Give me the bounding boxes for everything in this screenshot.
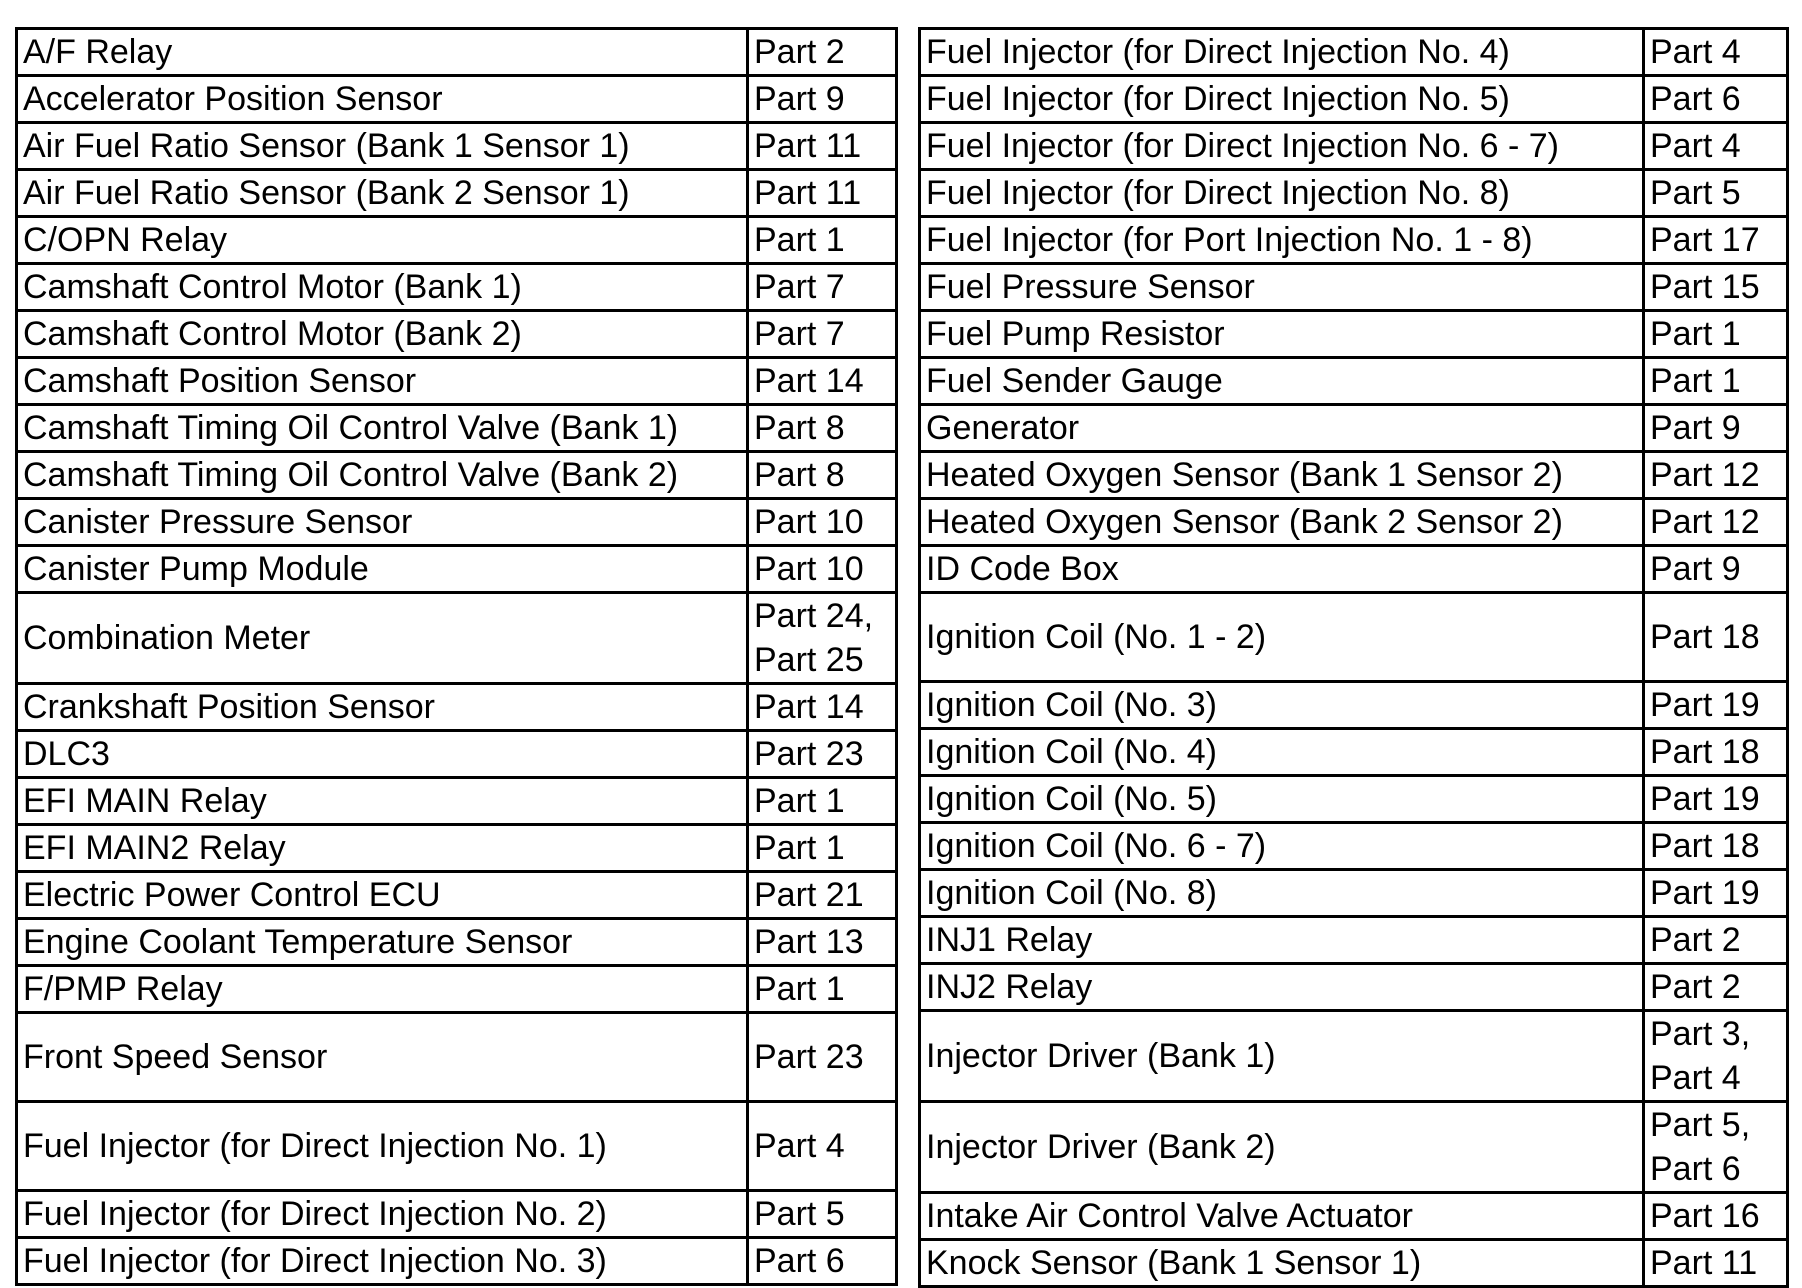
table-row <box>920 682 1788 729</box>
component-name: Heated Oxygen Sensor (Bank 2 Sensor 2) <box>920 499 1644 546</box>
component-name: Air Fuel Ratio Sensor (Bank 1 Sensor 1) <box>17 123 748 170</box>
part-reference: Part 5 <box>1644 170 1788 217</box>
component-name: Crankshaft Position Sensor <box>17 684 748 731</box>
part-reference: Part 1 <box>748 966 897 1013</box>
component-name: Heated Oxygen Sensor (Bank 1 Sensor 2) <box>920 452 1644 499</box>
component-name: Fuel Injector (for Direct Injection No. 8) <box>920 170 1644 217</box>
table-row <box>17 123 897 170</box>
part-reference: Part 19 <box>1644 682 1788 729</box>
table-row <box>17 1102 897 1191</box>
component-name: Knock Sensor (Bank 1 Sensor 1) <box>920 1240 1644 1287</box>
part-reference: Part 9 <box>748 76 897 123</box>
component-name: INJ1 Relay <box>920 917 1644 964</box>
component-name: Combination Meter <box>17 593 748 684</box>
part-reference: Part 19 <box>1644 870 1788 917</box>
table-row <box>920 76 1788 123</box>
parts-location-table-left <box>15 27 898 1286</box>
table-row <box>17 1238 897 1285</box>
part-reference: Part 19 <box>1644 776 1788 823</box>
table-row <box>17 405 897 452</box>
component-name: DLC3 <box>17 731 748 778</box>
part-reference: Part 4 <box>1644 29 1788 76</box>
table-row <box>920 729 1788 776</box>
part-reference: Part 18 <box>1644 823 1788 870</box>
part-reference: Part 13 <box>748 919 897 966</box>
table-row <box>920 452 1788 499</box>
part-reference: Part 7 <box>748 311 897 358</box>
component-name: A/F Relay <box>17 29 748 76</box>
component-name: Fuel Injector (for Direct Injection No. 5) <box>920 76 1644 123</box>
part-reference: Part 9 <box>1644 405 1788 452</box>
component-name: Injector Driver (Bank 2) <box>920 1102 1644 1193</box>
component-name: Injector Driver (Bank 1) <box>920 1011 1644 1102</box>
part-reference: Part 1 <box>748 825 897 872</box>
table-row <box>920 499 1788 546</box>
component-name: Camshaft Timing Oil Control Valve (Bank 2) <box>17 452 748 499</box>
component-name: Ignition Coil (No. 6 - 7) <box>920 823 1644 870</box>
table-row <box>17 29 897 76</box>
component-name: Fuel Sender Gauge <box>920 358 1644 405</box>
part-reference: Part 2 <box>1644 917 1788 964</box>
component-name: ID Code Box <box>920 546 1644 593</box>
table-row <box>17 778 897 825</box>
table-row <box>17 593 897 684</box>
table-row <box>17 170 897 217</box>
component-name: Canister Pump Module <box>17 546 748 593</box>
table-row <box>920 546 1788 593</box>
table-row <box>920 917 1788 964</box>
part-reference: Part 14 <box>748 684 897 731</box>
part-reference: Part 18 <box>1644 593 1788 682</box>
component-name: EFI MAIN2 Relay <box>17 825 748 872</box>
component-name: EFI MAIN Relay <box>17 778 748 825</box>
component-name: Fuel Pressure Sensor <box>920 264 1644 311</box>
table-row <box>17 452 897 499</box>
component-name: Fuel Injector (for Direct Injection No. 2) <box>17 1191 748 1238</box>
table-body <box>17 29 897 1285</box>
table-row <box>920 29 1788 76</box>
component-name: Camshaft Position Sensor <box>17 358 748 405</box>
part-reference: Part 10 <box>748 499 897 546</box>
component-name: Electric Power Control ECU <box>17 872 748 919</box>
table-row <box>17 217 897 264</box>
table-row <box>17 264 897 311</box>
component-name: Fuel Injector (for Direct Injection No. 4) <box>920 29 1644 76</box>
table-row <box>17 684 897 731</box>
table-row <box>17 966 897 1013</box>
component-name: Accelerator Position Sensor <box>17 76 748 123</box>
part-reference: Part 6 <box>1644 76 1788 123</box>
part-reference: Part 1 <box>1644 311 1788 358</box>
table-row <box>17 919 897 966</box>
table-row <box>17 731 897 778</box>
table-row <box>17 499 897 546</box>
component-name: Camshaft Timing Oil Control Valve (Bank 1) <box>17 405 748 452</box>
table-body <box>920 29 1788 1287</box>
component-name: C/OPN Relay <box>17 217 748 264</box>
part-reference: Part 23 <box>748 731 897 778</box>
table-row <box>17 76 897 123</box>
part-reference: Part 4 <box>748 1102 897 1191</box>
table-row <box>920 870 1788 917</box>
component-name: Ignition Coil (No. 8) <box>920 870 1644 917</box>
part-reference: Part 3, Part 4 <box>1644 1011 1788 1102</box>
table-row <box>920 311 1788 358</box>
part-reference: Part 5 <box>748 1191 897 1238</box>
table-row <box>17 546 897 593</box>
part-reference: Part 12 <box>1644 499 1788 546</box>
component-name: Intake Air Control Valve Actuator <box>920 1193 1644 1240</box>
part-reference: Part 10 <box>748 546 897 593</box>
table-row <box>920 358 1788 405</box>
part-reference: Part 16 <box>1644 1193 1788 1240</box>
part-reference: Part 18 <box>1644 729 1788 776</box>
table-row <box>920 964 1788 1011</box>
component-name: Ignition Coil (No. 3) <box>920 682 1644 729</box>
part-reference: Part 24, Part 25 <box>748 593 897 684</box>
component-name: Fuel Injector (for Direct Injection No. 1) <box>17 1102 748 1191</box>
table-row <box>920 1102 1788 1193</box>
component-name: Ignition Coil (No. 1 - 2) <box>920 593 1644 682</box>
table-row <box>17 311 897 358</box>
table-row <box>920 217 1788 264</box>
component-name: Fuel Injector (for Port Injection No. 1 - 8) <box>920 217 1644 264</box>
component-name: Fuel Injector (for Direct Injection No. 6 - 7) <box>920 123 1644 170</box>
component-name: Fuel Pump Resistor <box>920 311 1644 358</box>
table-row <box>920 593 1788 682</box>
table-row <box>17 1191 897 1238</box>
table-row <box>17 872 897 919</box>
table-row <box>920 123 1788 170</box>
component-name: F/PMP Relay <box>17 966 748 1013</box>
component-name: Canister Pressure Sensor <box>17 499 748 546</box>
part-reference: Part 21 <box>748 872 897 919</box>
component-name: Ignition Coil (No. 5) <box>920 776 1644 823</box>
part-reference: Part 17 <box>1644 217 1788 264</box>
component-name: Air Fuel Ratio Sensor (Bank 2 Sensor 1) <box>17 170 748 217</box>
table-row <box>920 823 1788 870</box>
table-row <box>920 776 1788 823</box>
part-reference: Part 4 <box>1644 123 1788 170</box>
table-row <box>920 264 1788 311</box>
table-row <box>920 1011 1788 1102</box>
component-name: Engine Coolant Temperature Sensor <box>17 919 748 966</box>
part-reference: Part 11 <box>748 123 897 170</box>
table-row <box>920 1193 1788 1240</box>
part-reference: Part 14 <box>748 358 897 405</box>
table-row <box>920 170 1788 217</box>
part-reference: Part 2 <box>1644 964 1788 1011</box>
parts-location-table-right <box>918 27 1789 1288</box>
component-name: Camshaft Control Motor (Bank 2) <box>17 311 748 358</box>
part-reference: Part 11 <box>1644 1240 1788 1287</box>
part-reference: Part 11 <box>748 170 897 217</box>
component-name: Camshaft Control Motor (Bank 1) <box>17 264 748 311</box>
part-reference: Part 1 <box>1644 358 1788 405</box>
table-row <box>920 405 1788 452</box>
part-reference: Part 8 <box>748 452 897 499</box>
part-reference: Part 15 <box>1644 264 1788 311</box>
part-reference: Part 1 <box>748 778 897 825</box>
component-name: Ignition Coil (No. 4) <box>920 729 1644 776</box>
part-reference: Part 23 <box>748 1013 897 1102</box>
table-row <box>17 825 897 872</box>
part-reference: Part 5, Part 6 <box>1644 1102 1788 1193</box>
part-reference: Part 8 <box>748 405 897 452</box>
component-name: Generator <box>920 405 1644 452</box>
part-reference: Part 9 <box>1644 546 1788 593</box>
component-name: Fuel Injector (for Direct Injection No. 3) <box>17 1238 748 1285</box>
component-name: INJ2 Relay <box>920 964 1644 1011</box>
table-row <box>920 1240 1788 1287</box>
component-name: Front Speed Sensor <box>17 1013 748 1102</box>
part-reference: Part 7 <box>748 264 897 311</box>
part-reference: Part 2 <box>748 29 897 76</box>
part-reference: Part 1 <box>748 217 897 264</box>
part-reference: Part 6 <box>748 1238 897 1285</box>
part-reference: Part 12 <box>1644 452 1788 499</box>
table-row <box>17 358 897 405</box>
table-row <box>17 1013 897 1102</box>
